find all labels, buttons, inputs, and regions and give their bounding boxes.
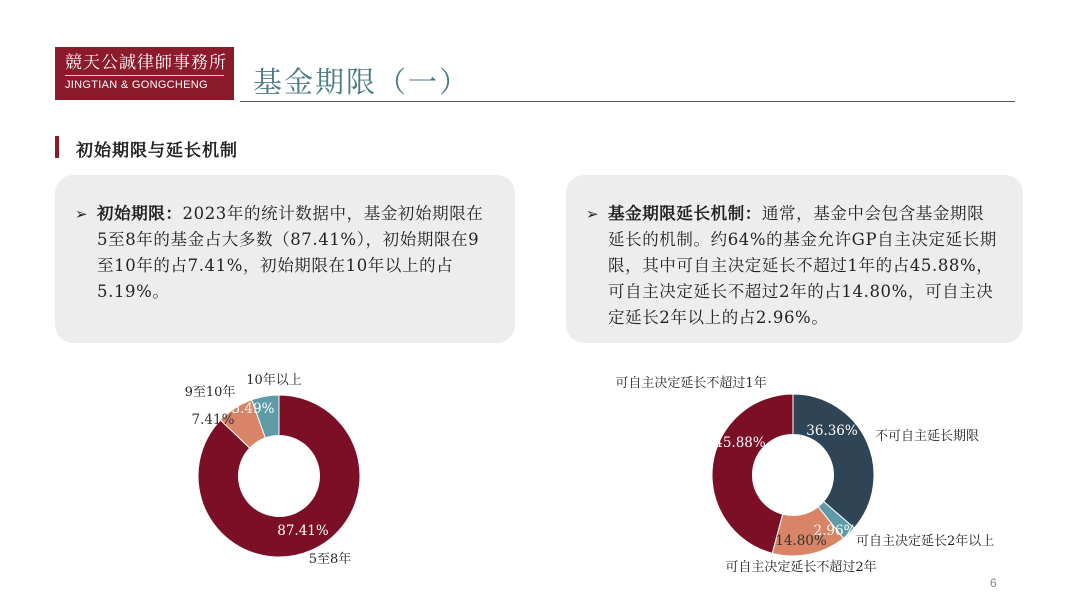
- section-title: 初始期限与延长机制: [76, 141, 238, 161]
- extension-label: 基金期限延长机制：: [608, 204, 762, 223]
- extension-body: 通常，基金中会包含基金期限延长的机制。约64%的基金允许GP自主决定延长期限，其中可自主决定延长不超过1年的占45.88%，可自主决定延长不超过2年的占14.80%，可自主决定延长2年以上的占2.96%。: [608, 204, 997, 327]
- initial-term-label: 初始期限：: [97, 204, 183, 223]
- data-label: 36.36%: [806, 423, 858, 439]
- data-label: 5.49%: [231, 401, 275, 417]
- data-label: 2.96%: [813, 523, 857, 539]
- data-label: 45.88%: [714, 435, 766, 451]
- page-title: 基金期限（一）: [253, 65, 471, 99]
- category-label: 可自主决定延长2年以上: [856, 534, 995, 549]
- category-label: 可自主决定延长不超过1年: [615, 376, 767, 391]
- data-label: 87.41%: [277, 523, 329, 539]
- logo-english-name: JINGTIAN & GONGCHENG: [65, 79, 208, 91]
- category-label: 可自主决定延长不超过2年: [725, 560, 877, 575]
- data-label: 14.80%: [775, 533, 827, 549]
- logo-chinese-name: 競天公誠律師事務所: [65, 53, 227, 73]
- arrow-bullet-icon: ➢: [586, 205, 599, 223]
- arrow-bullet-icon: ➢: [75, 205, 88, 223]
- category-label: 9至10年: [184, 385, 236, 400]
- initial-term-body: 2023年的统计数据中，基金初始期限在5至8年的基金占大多数（87.41%），初始期限在9至10年的占7.41%，初始期限在10年以上的占5.19%。: [97, 204, 484, 301]
- donut-slice: [793, 394, 874, 528]
- category-label: 5至8年: [308, 552, 352, 567]
- category-label: 不可自主延长期限: [875, 429, 980, 444]
- page-number: 6: [990, 576, 997, 590]
- category-label: 10年以上: [246, 373, 302, 388]
- data-label: 7.41%: [191, 412, 235, 428]
